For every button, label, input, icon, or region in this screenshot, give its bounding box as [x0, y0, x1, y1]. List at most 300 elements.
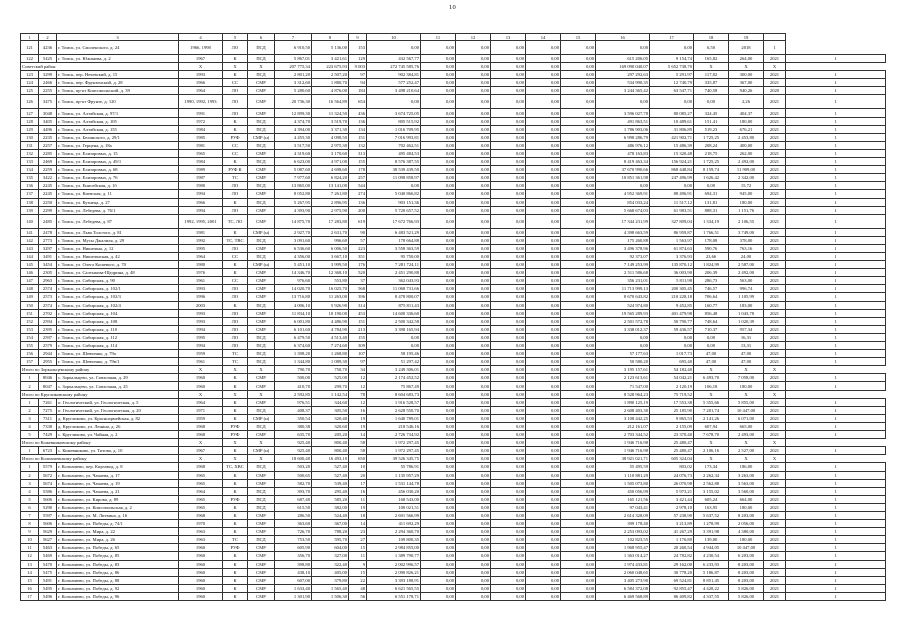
table-cell: 0,00	[561, 141, 596, 149]
address-cell: г. Томск, ул. Лебедева, д. 76/1	[57, 206, 179, 214]
table-cell: 0,00	[421, 455, 456, 463]
table-cell: 2 106,55	[729, 214, 764, 228]
table-cell: 51 297,42	[367, 358, 421, 366]
table-row	[21, 214, 886, 228]
table-cell: 0,00	[491, 584, 526, 592]
address-cell: г. Томск, ул. Кузнеца, д. 27	[57, 198, 179, 206]
table-cell: 925,40	[275, 439, 312, 447]
table-cell: 1 105,99	[729, 293, 764, 301]
table-row	[21, 422, 886, 430]
table-cell: Х	[248, 390, 275, 398]
table-cell: 2259	[39, 166, 57, 174]
table-cell: 8046	[39, 374, 57, 382]
table-cell: ПСД	[248, 125, 275, 133]
table-cell: 1 043,78	[729, 309, 764, 317]
table-cell: ПСД	[248, 55, 275, 63]
table-cell: 478 163,83	[596, 149, 650, 157]
table-cell: 1	[786, 317, 886, 325]
table-cell: 0,00	[561, 79, 596, 87]
column-number-cell: 4	[179, 34, 223, 41]
table-cell: 534 990,35	[596, 79, 650, 87]
table-cell: 0,00	[561, 317, 596, 325]
table-cell: 1960	[179, 584, 223, 592]
table-cell: 553,80	[312, 277, 349, 285]
table-cell: 500,65	[275, 471, 312, 479]
table-cell: 5 973,21	[650, 487, 694, 495]
table-cell: 0,00	[421, 560, 456, 568]
page-number: 10	[449, 4, 456, 11]
table-cell: 0,00	[561, 149, 596, 157]
table-row	[21, 592, 886, 600]
table-cell: 0,00	[421, 244, 456, 252]
table-cell: 47,00	[694, 358, 729, 366]
table-cell: СМР	[248, 528, 275, 536]
table-row	[21, 182, 886, 190]
table-cell: 163,95	[694, 503, 729, 511]
table-cell: 0,00	[491, 317, 526, 325]
table-cell: 0,00	[561, 398, 596, 406]
table-cell: 324,45	[694, 109, 729, 117]
table-cell: 363,60	[275, 520, 312, 528]
table-cell: 144	[21, 252, 39, 260]
table-cell: 0,00	[526, 228, 561, 236]
table-cell: 0,00	[421, 149, 456, 157]
table-cell: 0,00	[456, 252, 491, 260]
table-cell: 2 975,90	[312, 206, 349, 214]
table-cell: 0,00	[456, 366, 491, 374]
table-cell: 0,00	[456, 277, 491, 285]
table-cell: 0,00	[561, 366, 596, 374]
table-cell: 0,00	[526, 125, 561, 133]
table-cell: 957,34	[729, 325, 764, 333]
table-cell: 0,00	[491, 261, 526, 269]
table-cell: 0,00	[526, 536, 561, 544]
table-cell: 3422	[39, 174, 57, 182]
table-cell: 10 851 361,98	[596, 174, 650, 182]
table-cell: 0,00	[694, 333, 729, 341]
table-cell: 3 338 012,37	[596, 325, 650, 333]
data-table	[20, 33, 886, 601]
table-cell: К	[223, 382, 248, 390]
table-cell: 1961	[179, 358, 223, 366]
table-cell: ЛО	[223, 309, 248, 317]
table-cell: 0,00	[561, 342, 596, 350]
table-row	[21, 463, 886, 471]
table-cell: 0,00	[596, 41, 650, 55]
table-cell: 2021	[764, 174, 786, 182]
table-cell: 257	[349, 174, 367, 182]
table-cell: 0,00	[456, 95, 491, 109]
table-cell: 1	[786, 236, 886, 244]
table-cell: 1	[786, 158, 886, 166]
table-cell: 24 076,73	[650, 471, 694, 479]
column-number-cell: 5	[223, 34, 248, 41]
table-cell: 1963	[179, 528, 223, 536]
table-cell: 2305	[39, 269, 57, 277]
district-summary-label: Итого по Зоркальцевскому району	[21, 366, 179, 374]
table-cell: 314	[349, 301, 367, 309]
table-cell: 3 999,50	[312, 261, 349, 269]
table-cell: 2 691 566,99	[367, 511, 421, 519]
table-cell: Х	[729, 390, 764, 398]
table-cell: 1 505 073,80	[596, 479, 650, 487]
table-cell: СМР	[248, 431, 275, 439]
table-cell: 6 071,00	[729, 414, 764, 422]
table-cell: 213	[349, 325, 367, 333]
table-cell: 1	[786, 447, 886, 455]
table-cell: 590,76	[694, 244, 729, 252]
table-cell: 1 824,99	[694, 261, 729, 269]
table-cell: 0,00	[491, 439, 526, 447]
table-cell: 0,00	[421, 252, 456, 260]
table-cell: 945,00	[729, 190, 764, 198]
table-cell: 137	[21, 190, 39, 198]
table-cell: 3 312,60	[275, 79, 312, 87]
table-cell: 1	[786, 592, 886, 600]
table-cell: РУФ	[223, 544, 248, 552]
table-cell: 5674	[39, 479, 57, 487]
table-cell: 0,00	[421, 109, 456, 117]
table-cell: 519,23	[694, 125, 729, 133]
table-cell: 2021	[764, 414, 786, 422]
table-cell: 0,00	[561, 422, 596, 430]
table-cell: 1	[786, 358, 886, 366]
table-row	[21, 447, 886, 455]
table-cell: 1996	[179, 293, 223, 301]
table-cell: 650	[349, 455, 367, 463]
table-cell: 20	[349, 471, 367, 479]
table-cell: 2021	[764, 560, 786, 568]
table-cell: К	[223, 414, 248, 422]
table-cell: 1 890 125,19	[596, 398, 650, 406]
table-cell: 0,00	[526, 261, 561, 269]
table-cell: 0,00	[421, 479, 456, 487]
table-cell: 7 261,80	[312, 190, 349, 198]
table-cell: 2773	[39, 236, 57, 244]
table-cell: 15	[21, 576, 39, 584]
table-cell: 706,64	[694, 293, 729, 301]
table-cell: 136	[349, 117, 367, 125]
table-cell: 3 376,93	[650, 252, 694, 260]
table-cell: 1965	[179, 495, 223, 503]
table-cell: 169 090 040,07	[596, 63, 650, 71]
table-cell: 9	[21, 528, 39, 536]
district-summary-row	[21, 366, 886, 374]
table-cell: 1 972 297,45	[367, 439, 421, 447]
table-cell: 1	[786, 584, 886, 592]
table-cell: ТС	[223, 358, 248, 366]
table-cell: 157	[21, 358, 39, 366]
table-cell: 1984	[179, 125, 223, 133]
table-cell: 0,00	[526, 174, 561, 182]
table-cell: 183,00	[729, 301, 764, 309]
table-row	[21, 228, 886, 236]
table-cell: 1	[786, 309, 886, 317]
table-cell: 6723	[39, 447, 57, 455]
table-cell: 0,00	[491, 149, 526, 157]
table-cell: 14	[21, 568, 39, 576]
table-cell: 0,00	[491, 455, 526, 463]
table-row	[21, 487, 886, 495]
column-number-cell: 13	[491, 34, 526, 41]
table-cell: 0,00	[491, 552, 526, 560]
table-cell: 2021	[764, 358, 786, 366]
table-cell: 0,00	[456, 269, 491, 277]
table-cell: 0,00	[491, 87, 526, 95]
table-cell: 1966, 1998	[179, 41, 223, 55]
table-cell: СМР	[248, 309, 275, 317]
address-cell: г. Томск, ул. Алтайская, д. 105	[57, 117, 179, 125]
table-cell: Х	[248, 63, 275, 71]
table-cell: 0,00	[456, 166, 491, 174]
table-cell: 0,00	[456, 261, 491, 269]
table-cell: 0,00	[561, 325, 596, 333]
table-cell: 0,00	[526, 463, 561, 471]
address-cell: с. Кругликово, ул. Чайная, д. 2	[57, 431, 179, 439]
table-cell: 2021	[764, 333, 786, 341]
table-cell: 129	[21, 125, 39, 133]
table-cell: 0,00	[421, 79, 456, 87]
table-cell: 0,00	[421, 414, 456, 422]
table-cell: 1994	[179, 206, 223, 214]
table-cell: 1	[786, 117, 886, 125]
table-cell: СМР	[248, 520, 275, 528]
table-cell: 71 547,00	[596, 382, 650, 390]
table-cell: СМР (н)	[248, 133, 275, 141]
table-cell: Х	[729, 439, 764, 447]
table-cell: СМР	[248, 190, 275, 198]
table-cell: 2 801,20	[275, 71, 312, 79]
table-cell: 0,00	[526, 71, 561, 79]
table-cell: 6 001,80	[275, 317, 312, 325]
table-cell: 4 356,00	[275, 252, 312, 260]
address-cell: г. Томск, ул. Енисейская, д. 1б	[57, 182, 179, 190]
table-cell: 47,00	[729, 350, 764, 358]
table-cell: 6 493,70	[694, 374, 729, 382]
table-cell: 1993	[179, 309, 223, 317]
table-cell: 0,00	[456, 406, 491, 414]
table-cell: 2	[21, 471, 39, 479]
table-cell: 6 998 286,79	[596, 133, 650, 141]
table-cell: 11 068 731,66	[367, 285, 421, 293]
table-cell: 9 154,74	[650, 55, 694, 63]
table-cell: 2 262,34	[694, 471, 729, 479]
table-cell: 2597	[39, 333, 57, 341]
table-cell: К	[223, 71, 248, 79]
table-cell: 0,00	[491, 495, 526, 503]
table-cell: 3299	[39, 71, 57, 79]
table-cell: 6 469 568,89	[596, 592, 650, 600]
table-cell: 1	[786, 511, 886, 519]
table-cell: 3 170,60	[312, 149, 349, 157]
table-cell: 1 142,54	[312, 390, 349, 398]
table-cell: 1	[786, 398, 886, 406]
table-cell: 125	[21, 87, 39, 95]
table-cell: 0,00	[561, 87, 596, 95]
table-cell: 2021	[764, 182, 786, 190]
table-cell: 1	[786, 87, 886, 95]
table-cell: 2021	[764, 471, 786, 479]
table-cell: 1965	[179, 479, 223, 487]
table-cell: 15	[349, 568, 367, 576]
table-cell: 274	[349, 190, 367, 198]
table-cell: 2245	[39, 182, 57, 190]
table-cell: СМР	[248, 214, 275, 228]
table-cell: 2 056,00	[729, 520, 764, 528]
table-cell: 1993	[179, 317, 223, 325]
table-row	[21, 41, 886, 55]
table-cell: Х	[764, 439, 786, 447]
table-cell: 1	[786, 382, 886, 390]
table-cell: 0,00	[491, 125, 526, 133]
table-cell: 0,00	[526, 439, 561, 447]
table-cell: 1	[786, 406, 886, 414]
table-cell: ПСД	[248, 487, 275, 495]
table-cell: 165,82	[694, 55, 729, 63]
table-cell: 156 924,21	[650, 158, 694, 166]
table-cell: 0,00	[491, 55, 526, 63]
table-cell: СМР (н)	[248, 447, 275, 455]
table-cell: 152	[21, 317, 39, 325]
table-cell: 0,00	[650, 41, 694, 55]
table-cell: К	[223, 228, 248, 236]
table-cell: 398,80	[275, 560, 312, 568]
table-cell: 2021	[764, 277, 786, 285]
table-cell: СМР	[248, 398, 275, 406]
district-summary-label: Итого по Кругликовскому району	[21, 390, 179, 398]
table-cell: 351	[349, 252, 367, 260]
table-cell: 344,60	[312, 398, 349, 406]
table-cell: Х	[729, 366, 764, 374]
table-cell: 16 493,10	[312, 455, 349, 463]
table-cell: 14 600 336,60	[367, 309, 421, 317]
table-cell: 7311	[39, 414, 57, 422]
table-cell: 1	[786, 190, 886, 198]
table-cell: ЛО	[223, 285, 248, 293]
table-cell: 4 876,00	[312, 87, 349, 95]
table-cell: 300,00	[729, 71, 764, 79]
table-cell: 6 203,00	[729, 552, 764, 560]
table-cell: 2021	[764, 141, 786, 149]
table-cell: 2021	[764, 317, 786, 325]
table-cell: 0,00	[456, 414, 491, 422]
table-cell: 1	[786, 174, 886, 182]
table-cell: 150	[21, 301, 39, 309]
table-cell: ЛО	[223, 317, 248, 325]
table-cell: 2 493,00	[729, 431, 764, 439]
address-cell: г. Колпашево, ул. Чапаева, д. 17	[57, 471, 179, 479]
table-cell: СМР	[248, 479, 275, 487]
table-cell: 0,00	[491, 358, 526, 366]
table-cell: 1965	[179, 149, 223, 157]
table-cell: ЛО	[223, 109, 248, 117]
table-cell: 14 020,70	[275, 285, 312, 293]
table-cell: 0,00	[650, 95, 694, 109]
table-cell: СМР	[248, 325, 275, 333]
table-cell: ПСД	[248, 342, 275, 350]
table-cell: 18 600,40	[275, 455, 312, 463]
table-cell: 2021	[764, 55, 786, 63]
table-cell: 10	[349, 463, 367, 471]
table-row	[21, 520, 886, 528]
table-cell: 0,00	[456, 576, 491, 584]
table-cell: 1 110 881,29	[596, 471, 650, 479]
address-cell: г. Томск, ул. Лебедева, д. 87	[57, 214, 179, 228]
table-cell: СМР	[248, 293, 275, 301]
table-cell: 327 809,04	[650, 214, 694, 228]
table-cell: 996,60	[312, 236, 349, 244]
table-cell: ПСД	[248, 158, 275, 166]
table-cell: 5491	[39, 576, 57, 584]
table-cell: 1 020,39	[729, 317, 764, 325]
table-cell: 153	[349, 41, 367, 55]
table-cell: ПСД	[248, 141, 275, 149]
table-cell: 1960	[179, 576, 223, 584]
table-cell: 63 547,71	[650, 87, 694, 95]
table-cell: 1961	[179, 277, 223, 285]
table-row	[21, 95, 886, 109]
table-cell: 2573	[39, 293, 57, 301]
table-cell: 2021	[764, 325, 786, 333]
table-cell: 2 123 613,61	[596, 374, 650, 382]
table-cell: К	[223, 374, 248, 382]
table-cell: 8 604 683,73	[367, 390, 421, 398]
table-cell: 527,40	[312, 471, 349, 479]
table-cell: 8 670 643,82	[596, 293, 650, 301]
table-cell: 12	[349, 382, 367, 390]
table-cell: 80 085,27	[650, 109, 694, 117]
table-cell: 0,00	[526, 560, 561, 568]
table-cell: 1	[786, 520, 886, 528]
table-cell: 356,70	[275, 552, 312, 560]
table-cell: К	[223, 528, 248, 536]
table-cell: 0,00	[491, 406, 526, 414]
table-cell: 4 098,50	[312, 133, 349, 141]
table-row	[21, 109, 886, 117]
address-cell: г. Колпашево, ул. Мира, д. 22	[57, 528, 179, 536]
table-cell: 12	[349, 398, 367, 406]
table-cell: 0,00	[456, 71, 491, 79]
table-cell: 0,00	[456, 190, 491, 198]
table-cell: 19	[349, 503, 367, 511]
table-cell: 0,00	[456, 592, 491, 600]
table-cell: 1963	[179, 536, 223, 544]
table-cell: 0,00	[491, 511, 526, 519]
table-cell: 0,00	[561, 41, 596, 55]
district-summary-label: Итого по Колпашевскому району	[21, 455, 179, 463]
table-cell: Х	[248, 455, 275, 463]
address-cell: г. Колпашево, ул. Победы, д. 96	[57, 592, 179, 600]
address-cell: д. Кругликово, ул. Ленина, д. 26	[57, 422, 179, 430]
table-cell: 165 121,56	[596, 495, 650, 503]
table-cell: 0,00	[421, 544, 456, 552]
table-cell: 0,00	[694, 182, 729, 190]
table-cell: 0,00	[421, 228, 456, 236]
table-cell: 0,00	[526, 198, 561, 206]
table-cell: 1970	[179, 520, 223, 528]
table-cell: Х	[179, 455, 223, 463]
table-cell: 411 692,29	[367, 520, 421, 528]
table-cell: 16	[349, 406, 367, 414]
table-cell: 7 977,60	[275, 174, 312, 182]
table-cell: 15 486,39	[650, 141, 694, 149]
table-row	[21, 568, 886, 576]
table-cell: 134	[21, 166, 39, 174]
table-row	[21, 174, 886, 182]
table-cell: 1992, 1995, 2001	[179, 214, 223, 228]
table-cell: Х	[223, 63, 248, 71]
table-cell: 1	[786, 182, 886, 190]
